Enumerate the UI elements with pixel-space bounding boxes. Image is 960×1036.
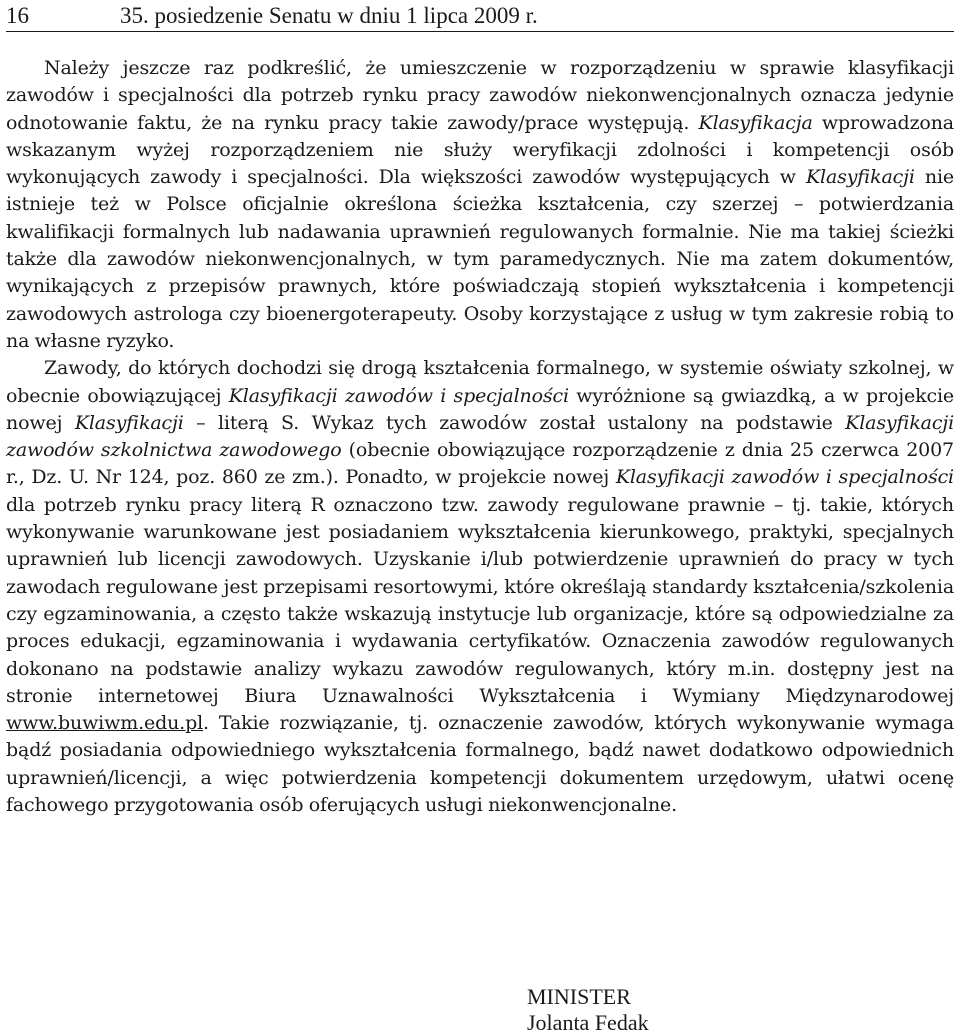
page-number: 16 bbox=[6, 3, 29, 28]
page-header bbox=[6, 0, 954, 32]
signature-block bbox=[527, 984, 649, 1036]
text-run: Należy jeszcze raz podkreślić, że umieszczenie w rozporządzeniu w sprawie klasyfikacji zawodów i specjalności dla potrzeb rynku pracy zawodów niekonwencjonalnych oznacza jedynie odnotowanie faktu, że na rynku pracy takie zawody/prace występują. bbox=[6, 57, 954, 134]
paragraph bbox=[6, 355, 954, 819]
text-run: wprowadzona wskazanym wyżej rozporządzeniem nie służy weryfikacji zdolności i kompetencji osób wykonujących zawody i specjalności. Dla większości zawodów występujących w bbox=[6, 111, 954, 189]
text-run: Klasyfikacji bbox=[805, 166, 915, 189]
text-run: – literą S. Wykaz tych zawodów został ustalony na podstawie bbox=[183, 411, 846, 434]
text-run: Klasyfikacji zawodów szkolnictwa zawodowego bbox=[6, 411, 955, 462]
text-run: Zawody, do których dochodzi się drogą kształcenia formalnego, w systemie oświaty szkolnej, w obecnie obowiązującej bbox=[6, 357, 954, 407]
text-run: Klasyfikacji bbox=[74, 411, 184, 434]
text-run: wyróżnione są gwiazdką, a w projekcie nowej bbox=[6, 384, 954, 434]
paragraph bbox=[6, 55, 954, 355]
text-run: Klasyfikacja bbox=[698, 111, 813, 134]
website-link[interactable]: www.buwiwm.edu.pl bbox=[6, 712, 204, 735]
signature-title: MINISTER bbox=[527, 984, 631, 1009]
text-run: Klasyfikacji zawodów i specjalności bbox=[615, 466, 954, 489]
text-run: nie istnieje też w Polsce oficjalnie określona ścieżka kształcenia, czy szerzej – potwierdzania kwalifikacji formalnych lub nadawania uprawnień regulowanych formalnie. Nie ma takiej ścieżki także dla zawodów niekonwencjonalnych, w tym paramedycznych. Nie ma zatem dokumentów, wynikających z przepisów prawnych, które poświadczają stopień wykształcenia i kompetencji zawodowych astrologa czy bioenergoterapeuty. Osoby korzystające z usług w tym zakresie robią to na własne ryzyko. bbox=[6, 166, 954, 352]
text-run: Klasyfikacji zawodów i specjalności bbox=[228, 384, 569, 407]
text-run: (obecnie obowiązujące rozporządzenie z dnia 25 czerwca 2007 r., Dz. U. Nr 124, poz. 860 ze zm.). Ponadto, w projekcie nowej bbox=[6, 439, 954, 489]
document-page bbox=[6, 0, 954, 819]
running-title: 35. posiedzenie Senatu w dniu 1 lipca 2009 r. bbox=[120, 3, 538, 28]
body-text bbox=[6, 55, 954, 819]
text-run: . Takie rozwiązanie, tj. oznaczenie zawodów, których wykonywanie wymaga bądź posiadania odpowiedniego wykształcenia formalnego, bądź nawet dodatkowo odpowiednich uprawnień/licencji, a więc potwierdzenia kompetencji dokumentem urzędowym, ułatwi ocenę fachowego przygotowania osób oferujących usługi niekonwencjonalne. bbox=[6, 712, 954, 817]
signature-name: Jolanta Fedak bbox=[527, 1010, 649, 1035]
text-run: dla potrzeb rynku pracy literą R oznaczono tzw. zawody regulowane prawnie – tj. takie, których wykonywanie warunkowane jest posiadaniem wykształcenia kierunkowego, praktyki, specjalnych uprawnień lub licencji zawodowych. Uzyskanie i/lub potwierdzenie uprawnień do pracy w tych zawodach regulowane jest przepisami resortowymi, które określają standardy kształcenia/szkolenia czy egzaminowania, a często także wskazują instytucje lub organizacje, które są odpowiedzialne za proces edukacji, egzaminowania i wydawania certyfikatów. Oznaczenia zawodów regulowanych dokonano na podstawie analizy wykazu zawodów regulowanych, który m.in. dostępny jest na stronie internetowej Biura Uznawalności Wykształcenia i Wymiany Międzynarodowej bbox=[6, 493, 954, 707]
